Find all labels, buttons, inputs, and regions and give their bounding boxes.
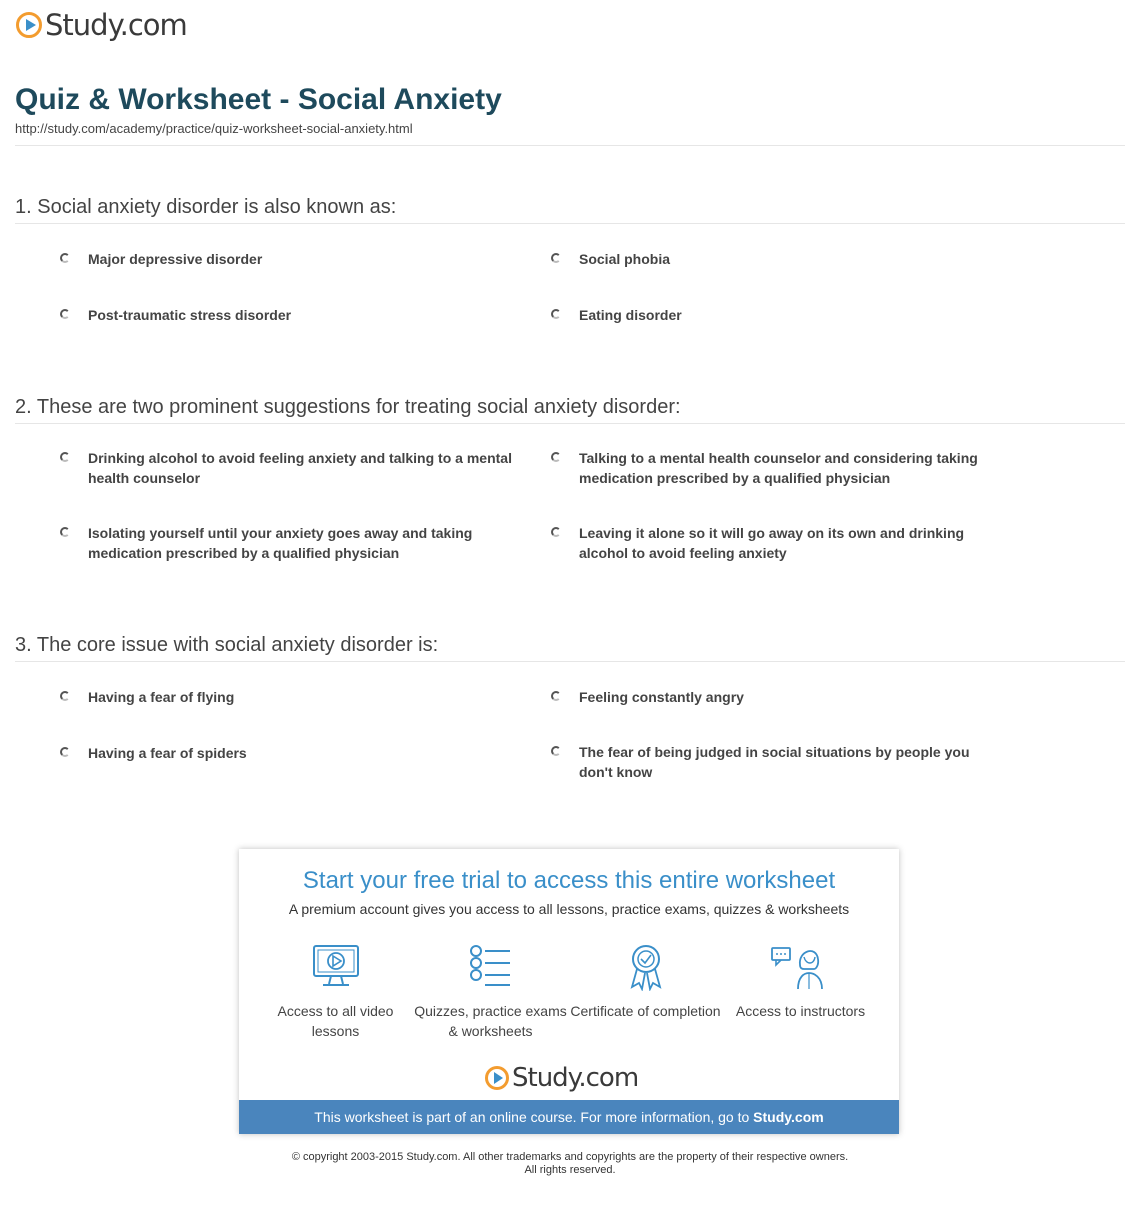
- copyright-line-2: All rights reserved.: [524, 1164, 616, 1176]
- q1-option-a[interactable]: [60, 249, 530, 269]
- radio-button[interactable]: [60, 527, 70, 537]
- option-label: Post-traumatic stress disorder: [88, 307, 292, 323]
- feature-label: Access to instructors: [735, 1003, 866, 1019]
- feature-label: Quizzes, practice exams & worksheets: [414, 1003, 567, 1039]
- free-trial-promo[interactable]: [239, 849, 899, 1134]
- logo-text: Study.com: [45, 8, 187, 42]
- promo-subtitle: A premium account gives you access to all lessons, practice exams, quizzes & worksheets: [288, 901, 850, 917]
- radio-button[interactable]: [60, 253, 70, 263]
- divider: [15, 661, 1125, 662]
- radio-button[interactable]: [60, 691, 70, 701]
- option-label: Leaving it alone so it will go away on its own and drinking alcohol to avoid feeling anxiety: [579, 525, 965, 561]
- q1-option-c[interactable]: [60, 305, 530, 325]
- page-title: Quiz & Worksheet - Social Anxiety: [15, 83, 502, 116]
- option-label: The fear of being judged in social situations by people you don't know: [579, 744, 970, 780]
- certificate-icon: [621, 943, 671, 991]
- q1-option-b[interactable]: [551, 249, 1001, 269]
- play-logo-icon: [16, 12, 42, 38]
- radio-button[interactable]: [551, 527, 561, 537]
- quiz-list-icon: [466, 943, 516, 991]
- radio-button[interactable]: [60, 747, 70, 757]
- promo-title[interactable]: Start your free trial to access this entire worksheet: [302, 867, 836, 894]
- radio-button[interactable]: [60, 309, 70, 319]
- radio-button[interactable]: [551, 253, 561, 263]
- radio-button[interactable]: [551, 746, 561, 756]
- option-label: Eating disorder: [579, 307, 682, 323]
- q2-option-c[interactable]: [60, 523, 532, 563]
- option-label: Major depressive disorder: [88, 251, 263, 267]
- divider: [15, 223, 1125, 224]
- question-3-text: 3. The core issue with social anxiety disorder is:: [15, 634, 439, 656]
- feature-instructors: [723, 943, 878, 1021]
- question-2-text: 2. These are two prominent suggestions for treating social anxiety disorder:: [15, 396, 681, 418]
- q3-option-c[interactable]: [60, 743, 530, 763]
- question-1-text: 1. Social anxiety disorder is also known as:: [15, 196, 397, 218]
- q3-option-b[interactable]: [551, 687, 1001, 707]
- option-label: Having a fear of flying: [88, 689, 235, 705]
- promo-footer-bar: [239, 1100, 899, 1134]
- option-label: Having a fear of spiders: [88, 745, 247, 761]
- study-logo-promo[interactable]: [485, 1063, 638, 1093]
- divider: [15, 145, 1125, 146]
- feature-label: Access to all video lessons: [277, 1003, 394, 1039]
- q2-option-d[interactable]: [551, 523, 1001, 563]
- q3-option-a[interactable]: [60, 687, 530, 707]
- video-lesson-icon: [311, 943, 361, 991]
- radio-button[interactable]: [551, 691, 561, 701]
- radio-button[interactable]: [551, 452, 561, 462]
- copyright-line-1: © copyright 2003-2015 Study.com. All other trademarks and copyrights are the property of their respective owners.: [291, 1151, 849, 1163]
- q1-option-d[interactable]: [551, 305, 1001, 325]
- divider: [15, 423, 1125, 424]
- study-logo[interactable]: [16, 9, 187, 41]
- option-label: Drinking alcohol to avoid feeling anxiety and talking to a mental health counselor: [88, 450, 512, 486]
- feature-quizzes: [413, 943, 568, 1041]
- q2-option-b[interactable]: [551, 448, 1001, 488]
- footer-text: This worksheet is part of an online course. For more information, go to: [314, 1109, 754, 1125]
- instructor-icon: [770, 943, 832, 991]
- option-label: Isolating yourself until your anxiety goes away and taking medication prescribed by a qualified physician: [88, 525, 473, 561]
- feature-video-lessons: [258, 943, 413, 1041]
- option-label: Social phobia: [579, 251, 671, 267]
- feature-label: Certificate of completion: [570, 1003, 721, 1019]
- radio-button[interactable]: [551, 309, 561, 319]
- page-url: http://study.com/academy/practice/quiz-worksheet-social-anxiety.html: [15, 121, 413, 136]
- q3-option-d[interactable]: [551, 742, 1001, 782]
- copyright-notice: [0, 1151, 1140, 1177]
- play-logo-icon: [485, 1066, 509, 1090]
- radio-button[interactable]: [60, 452, 70, 462]
- logo-text: Study.com: [512, 1063, 639, 1093]
- q2-option-a[interactable]: [60, 448, 532, 488]
- feature-certificate: [568, 943, 723, 1021]
- footer-link[interactable]: Study.com: [753, 1109, 824, 1125]
- option-label: Feeling constantly angry: [579, 689, 744, 705]
- option-label: Talking to a mental health counselor and considering taking medication prescribed by a qualified physician: [579, 450, 978, 486]
